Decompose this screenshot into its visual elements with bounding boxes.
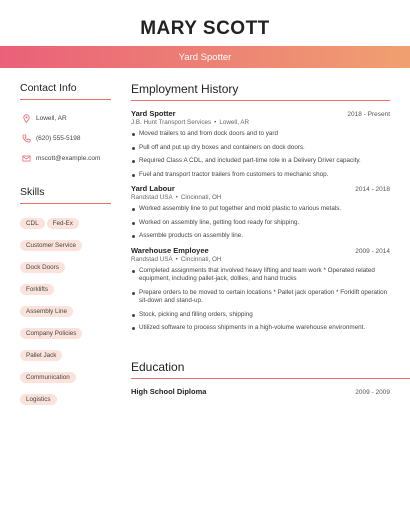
skill-pill: Company Policies <box>20 328 82 339</box>
envelope-icon <box>20 152 32 164</box>
skill-pill: Forklifts <box>20 284 54 295</box>
job-entry-employer: J.B. Hunt Transport Services • Lowell, AR <box>131 119 250 126</box>
job-location: Cincinnati, OH <box>180 255 222 263</box>
skill-pill: Pallet Jack <box>20 350 62 361</box>
job-entry-dates: 2014 - 2018 <box>355 186 390 193</box>
job-entry-title: Warehouse Employee <box>131 245 209 255</box>
education-degree: High School Diploma <box>131 387 207 396</box>
skill-pill: Fed-Ex <box>47 218 79 229</box>
skill-pill: CDL <box>20 218 45 229</box>
skill-pill: Logistics <box>20 394 57 405</box>
phone-text: (620) 555-5198 <box>36 134 81 142</box>
skill-pill: Dock Doors <box>20 262 65 273</box>
contact-heading: Contact Info <box>20 82 111 100</box>
skills-heading: Skills <box>20 186 111 204</box>
job-entry <box>131 184 390 241</box>
job-company: J.B. Hunt Transport Services <box>131 119 212 126</box>
right-column <box>131 82 390 338</box>
job-bullet: Fuel and transport tractor trailers from customers to mechanic shop. <box>131 171 390 180</box>
job-company: Randstad USA <box>131 255 173 263</box>
job-entry <box>131 246 390 333</box>
job-bullet: Worked assembly line to put together and mold plastic to various metals. <box>131 205 390 214</box>
job-bullet: Stock, picking and filling orders, shipping <box>131 311 390 320</box>
job-entry-dates: 2009 - 2014 <box>355 247 390 255</box>
education-heading: Education <box>131 360 410 379</box>
contact-phone <box>20 128 111 148</box>
job-bullet: Required Class A CDL, and included part-time role in a Delivery Driver capacity. <box>131 157 390 166</box>
job-bullet: Prepare orders to be moved to certain locations * Pallet jack operation * Forklift operation sit-down and stand-up. <box>131 289 390 306</box>
location-pin-icon <box>20 112 32 124</box>
location-text: Lowell, AR <box>36 114 67 122</box>
job-bullet: Completed assignments that involved heavy lifting and team work * Operated related equipment, including pallet-jack, dollies, and hand trucks <box>131 267 390 284</box>
job-bullet: Pull off and put up dry boxes and containers on dock doors. <box>131 144 390 153</box>
employment-heading: Employment History <box>131 82 390 101</box>
job-location: Cincinnati, OH <box>180 194 222 201</box>
phone-icon <box>20 132 32 144</box>
candidate-name: MARY SCOTT <box>140 18 270 39</box>
job-title: Yard Spotter <box>178 51 232 63</box>
skill-pill: Communication <box>20 372 76 383</box>
education-entry <box>131 387 410 396</box>
job-title-banner <box>0 46 410 68</box>
job-entry-employer: Randstad USA • Cincinnati, OH <box>131 255 222 263</box>
contact-email <box>20 148 111 168</box>
job-entry <box>131 109 390 179</box>
job-bullet: Moved trailers to and from dock doors and to yard <box>131 130 390 139</box>
left-column <box>20 82 111 410</box>
skills-section <box>20 186 111 410</box>
skill-pill: Assembly Line <box>20 306 73 317</box>
education-dates: 2009 - 2009 <box>355 389 390 396</box>
job-entry-title: Yard Labour <box>131 184 175 193</box>
job-bullet: Utilized software to process shipments in a high-volume warehouse environment. <box>131 324 390 333</box>
job-entry-title: Yard Spotter <box>131 109 176 118</box>
skill-pill: Customer Service <box>20 240 82 251</box>
job-location: Lowell, AR <box>219 119 250 126</box>
email-text: mscott@example.com <box>36 154 101 162</box>
job-entry-employer: Randstad USA • Cincinnati, OH <box>131 194 222 201</box>
job-bullet: Worked on assembly line, getting food ready for shipping. <box>131 219 390 228</box>
job-bullet: Assemble products on assembly line. <box>131 232 390 241</box>
education-section <box>131 360 410 396</box>
job-company: Randstad USA <box>131 194 173 201</box>
contact-location <box>20 108 111 128</box>
job-entry-dates: 2018 - Present <box>347 111 390 118</box>
